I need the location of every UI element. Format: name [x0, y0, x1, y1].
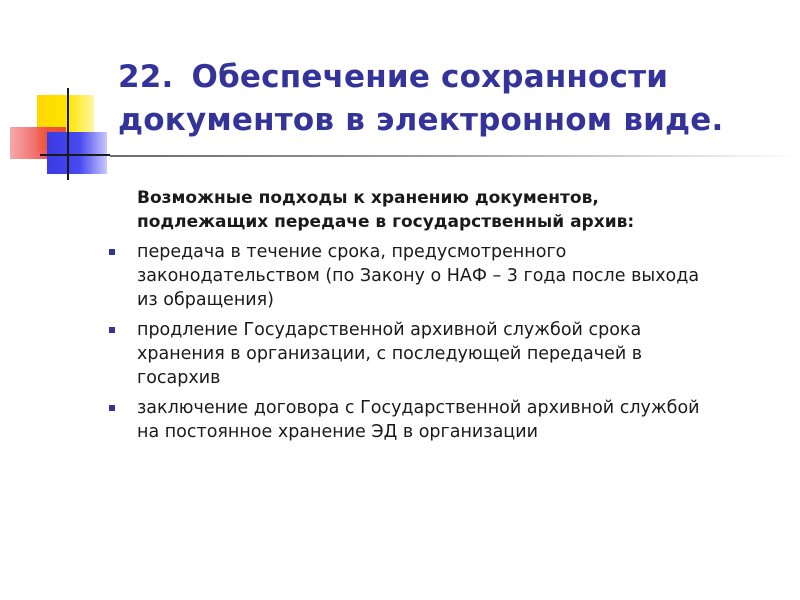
bullet-list [105, 240, 705, 444]
square-bullet-icon [109, 327, 115, 333]
title-text: Обеспечение сохранности документов в электронном виде. [118, 59, 724, 138]
square-bullet-icon [109, 405, 115, 411]
lead-paragraph: Возможные подходы к хранению документов, подлежащих передаче в государственный архив: [137, 188, 635, 232]
deco-horizontal-line [40, 154, 110, 156]
list-item [105, 318, 705, 390]
list-item-text: продление Государственной архивной службой срока хранения в организации, с последующей передачей в госархив [137, 320, 643, 388]
square-bullet-icon [109, 249, 115, 255]
title-number: 22. [118, 59, 174, 95]
list-item-text: передача в течение срока, предусмотренного законодательством (по Закону о НАФ – 3 года после выхода из обращения) [137, 242, 700, 310]
list-item [105, 240, 705, 312]
list-item-text: заключение договора с Государственной архивной службой на постоянное хранение ЭД в организации [137, 398, 700, 442]
deco-blue-rectangle [47, 132, 107, 174]
title-underline [110, 155, 800, 157]
deco-vertical-line [67, 88, 69, 180]
slide-title [118, 56, 778, 142]
list-item [105, 396, 705, 444]
slide-content [105, 186, 705, 450]
